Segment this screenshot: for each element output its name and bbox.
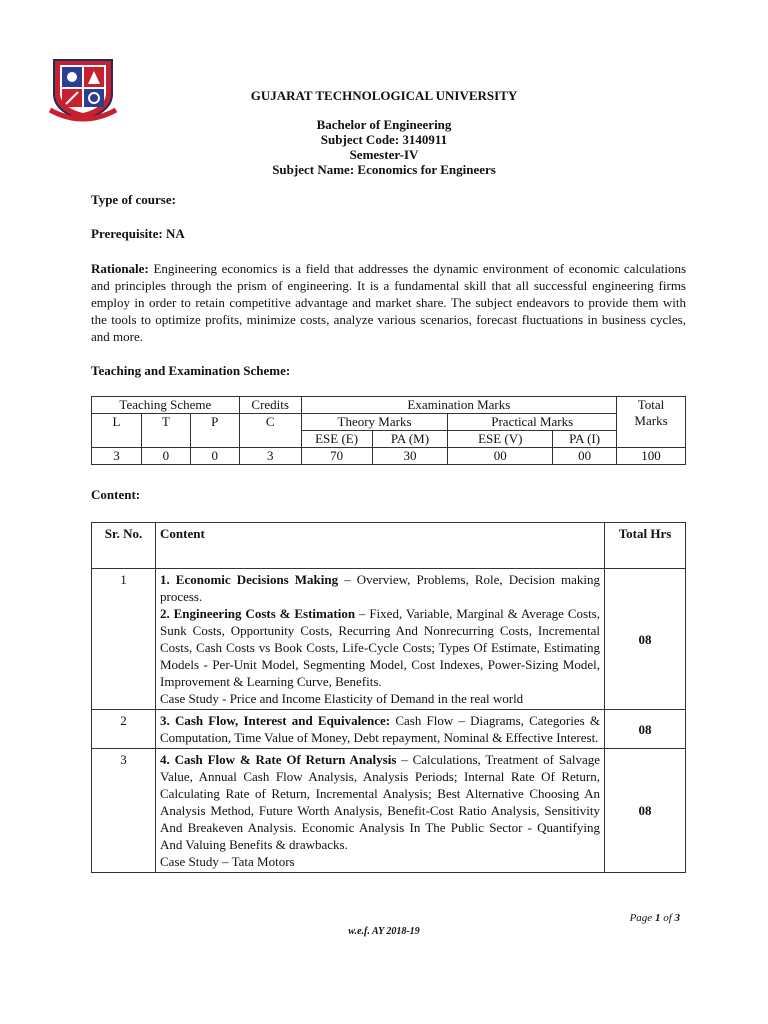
- ese-e-header: ESE (E): [301, 431, 372, 448]
- page-total: 3: [674, 912, 680, 924]
- rationale-paragraph: [91, 260, 686, 345]
- pa-i-header: PA (I): [553, 431, 617, 448]
- topic-detail: Cash Flow – Diagrams, Categories & Computation, Time Value of Money, Debt repayment, Nominal & Effective Interest.: [160, 713, 600, 745]
- table-row-content: [156, 710, 605, 749]
- content-heading: Content:: [91, 487, 141, 502]
- content-header: Content: [156, 523, 605, 569]
- pa-m-header: PA (M): [372, 431, 448, 448]
- rationale-text: Engineering economics is a field that addresses the dynamic environment of economic calculations and principles through the prism of engineering. It is a fundamental skill that all successful engineering firms employ in order to retain competitive advantage and market share. The subject endeavors to provide them with the tools to optimize profits, minimize costs, analyze various scenarios, forecast fluctuations in business cycles, and more.: [91, 261, 687, 344]
- content-table: [91, 522, 686, 873]
- page-current: 1: [654, 912, 661, 924]
- teaching-scheme-header: Teaching Scheme: [92, 397, 240, 414]
- table-row-sr: 1: [92, 569, 156, 710]
- theory-marks-header: Theory Marks: [301, 414, 448, 431]
- topic-title: 2. Engineering Costs & Estimation: [160, 606, 356, 621]
- prerequisite-label: Prerequisite: NA: [91, 226, 185, 241]
- effective-from: w.e.f. AY 2018-19: [348, 926, 420, 937]
- total-marks-header: [617, 397, 686, 448]
- tutorial-header: T: [141, 414, 190, 448]
- value-ese-v: 00: [448, 448, 553, 465]
- case-study: Case Study – Tata Motors: [160, 854, 295, 869]
- degree-title: Bachelor of Engineering: [316, 117, 452, 132]
- page-number: [560, 912, 680, 924]
- subject-code: Subject Code: 3140911: [320, 132, 448, 147]
- practical-header: P: [190, 414, 239, 448]
- table-row-content: [156, 749, 605, 873]
- page-of: of: [660, 912, 675, 924]
- scheme-table: [91, 396, 686, 465]
- value-pa-m: 30: [372, 448, 448, 465]
- subject-name: Subject Name: Economics for Engineers: [272, 162, 496, 177]
- table-row-sr: 3: [92, 749, 156, 873]
- page-prefix: Page: [629, 912, 655, 924]
- case-study: Case Study - Price and Income Elasticity of Demand in the real world: [160, 691, 524, 706]
- total-hrs-header: Total Hrs: [605, 523, 686, 569]
- table-row-hrs: 08: [605, 569, 686, 710]
- credits-header: Credits: [239, 397, 301, 414]
- topic-detail: – Calculations, Treatment of Salvage Value, Annual Cash Flow Analysis, Analysis Periods; Internal Rate Of Return, Calculating Rate of Return, Incremental Analysis; Best Alternative Choosing An Analysis Method, Future Worth Analysis, Benefit-Cost Ratio Analysis, Sensitivity And Breakeven Analysis. Economic Analysis In The Public Sector - Quantifying And Valuing Benefits & drawbacks.: [160, 752, 600, 852]
- value-p: 0: [190, 448, 239, 465]
- table-row-content: [156, 569, 605, 710]
- credit-header: C: [239, 414, 301, 448]
- scheme-heading: Teaching and Examination Scheme:: [91, 363, 291, 378]
- type-of-course-label: Type of course:: [91, 192, 176, 207]
- exam-marks-header: Examination Marks: [301, 397, 616, 414]
- value-c: 3: [239, 448, 301, 465]
- university-name: GUJARAT TECHNOLOGICAL UNIVERSITY: [250, 88, 518, 103]
- table-row-hrs: 08: [605, 749, 686, 873]
- sr-no-header: Sr. No.: [92, 523, 156, 569]
- lecture-header: L: [92, 414, 142, 448]
- topic-title: 3. Cash Flow, Interest and Equivalence:: [160, 713, 391, 728]
- topic-detail: – Fixed, Variable, Marginal & Average Costs, Sunk Costs, Opportunity Costs, Recurring And Nonrecurring Costs, Incremental Costs, Cash Costs vs Book Costs, Life-Cycle Costs; Types Of Estimate, Estimating Models - Per-Unit Model, Segmenting Model, Cost Indexes, Power-Sizing Model, Improvement & Learning Curve, Benefits.: [160, 606, 600, 689]
- practical-marks-header: Practical Marks: [448, 414, 617, 431]
- table-row-sr: 2: [92, 710, 156, 749]
- value-l: 3: [92, 448, 142, 465]
- table-row-hrs: 08: [605, 710, 686, 749]
- value-ese-e: 70: [301, 448, 372, 465]
- marks-label: Marks: [634, 413, 668, 428]
- rationale-label: Rationale:: [91, 261, 149, 276]
- value-t: 0: [141, 448, 190, 465]
- topic-title: 1. Economic Decisions Making: [160, 572, 339, 587]
- total-label: Total: [637, 397, 665, 412]
- topic-detail: – Overview, Problems, Role, Decision making process.: [160, 572, 600, 604]
- value-total: 100: [617, 448, 686, 465]
- topic-title: 4. Cash Flow & Rate Of Return Analysis: [160, 752, 397, 767]
- semester: Semester-IV: [349, 147, 419, 162]
- ese-v-header: ESE (V): [448, 431, 553, 448]
- value-pa-i: 00: [553, 448, 617, 465]
